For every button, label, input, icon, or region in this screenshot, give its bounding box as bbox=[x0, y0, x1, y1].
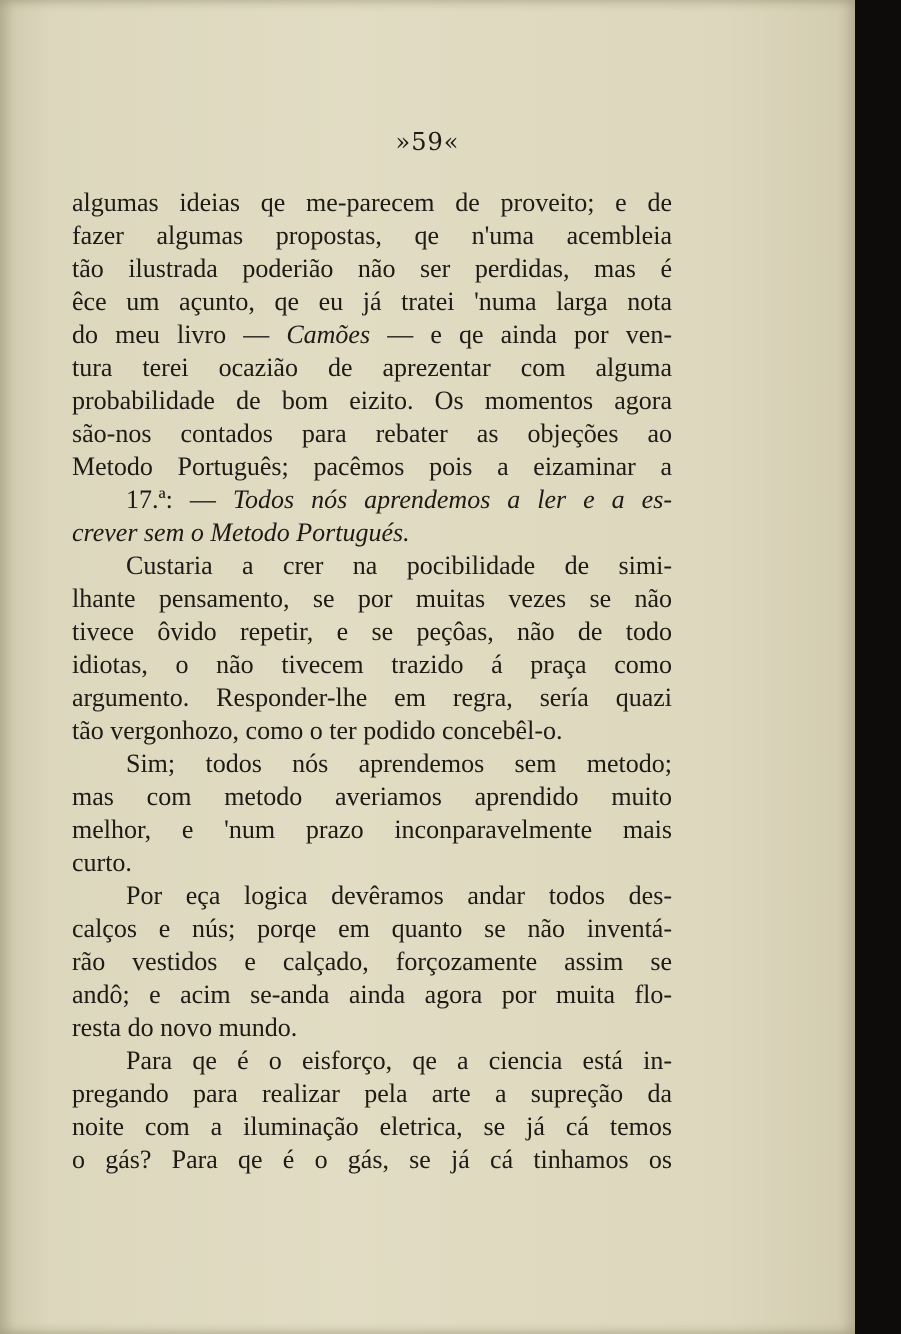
text-line: do meu livro — Camões — e qe ainda por ven- bbox=[72, 320, 672, 349]
text-line: Para qe é o eisforço, qe a ciencia está in- bbox=[126, 1046, 672, 1075]
text-line: tivece ôvido repetir, e se peçôas, não de todo bbox=[72, 617, 672, 646]
text-line: resta do novo mundo. bbox=[72, 1013, 298, 1042]
text-line: tura terei ocazião de aprezentar com alguma bbox=[72, 353, 672, 382]
text-line: o gás? Para qe é o gás, se já cá tinhamos os bbox=[72, 1145, 672, 1174]
text-line: calços e nús; porqe em quanto se não inventá- bbox=[72, 914, 672, 943]
page-number-ornament-right: « bbox=[443, 128, 460, 156]
text-line: pregando para realizar pela arte a supreção da bbox=[72, 1079, 672, 1108]
text-line: êce um açunto, qe eu já tratei 'numa larga nota bbox=[72, 287, 672, 316]
text-line: melhor, e 'num prazo inconparavelmente mais bbox=[72, 815, 672, 844]
text-line: algumas ideias qe me-parecem de proveito; e de bbox=[72, 188, 672, 217]
text-line: probabilidade de bom eizito. Os momentos agora bbox=[72, 386, 672, 415]
body-text bbox=[72, 186, 672, 1176]
text-line: 17.ª: — Todos nós aprendemos a ler e a es- bbox=[126, 485, 672, 514]
text-line: Custaria a crer na pocibilidade de simi- bbox=[126, 551, 672, 580]
text-line: andô; e acim se-anda ainda agora por muita flo- bbox=[72, 980, 672, 1009]
text-line: Por eça logica devêramos andar todos des- bbox=[126, 881, 672, 910]
text-line: curto. bbox=[72, 848, 132, 877]
text-line: tão vergonhozo, como o ter podido concebêl-o. bbox=[72, 716, 563, 745]
page-number-value: 59 bbox=[411, 128, 444, 156]
text-line: fazer algumas propostas, qe n'uma acembleia bbox=[72, 221, 672, 250]
page-number bbox=[0, 128, 855, 156]
text-line: noite com a iluminação eletrica, se já cá temos bbox=[72, 1112, 672, 1141]
text-line: argumento. Responder-lhe em regra, sería quazi bbox=[72, 683, 672, 712]
dark-background-edge bbox=[855, 0, 901, 1334]
text-line: são-nos contados para rebater as objeções ao bbox=[72, 419, 672, 448]
text-line: mas com metodo averiamos aprendido muito bbox=[72, 782, 672, 811]
text-line: Sim; todos nós aprendemos sem metodo; bbox=[126, 749, 672, 778]
page-number-ornament-left: » bbox=[395, 128, 412, 156]
text-line: idiotas, o não tivecem trazido á praça como bbox=[72, 650, 672, 679]
text-line: lhante pensamento, se por muitas vezes se não bbox=[72, 584, 672, 613]
text-line: rão vestidos e calçado, forçozamente assim se bbox=[72, 947, 672, 976]
text-line: crever sem o Metodo Portugués. bbox=[72, 518, 410, 547]
text-line: tão ilustrada poderião não ser perdidas, mas é bbox=[72, 254, 672, 283]
text-line: Metodo Português; pacêmos pois a eizaminar a bbox=[72, 452, 672, 481]
